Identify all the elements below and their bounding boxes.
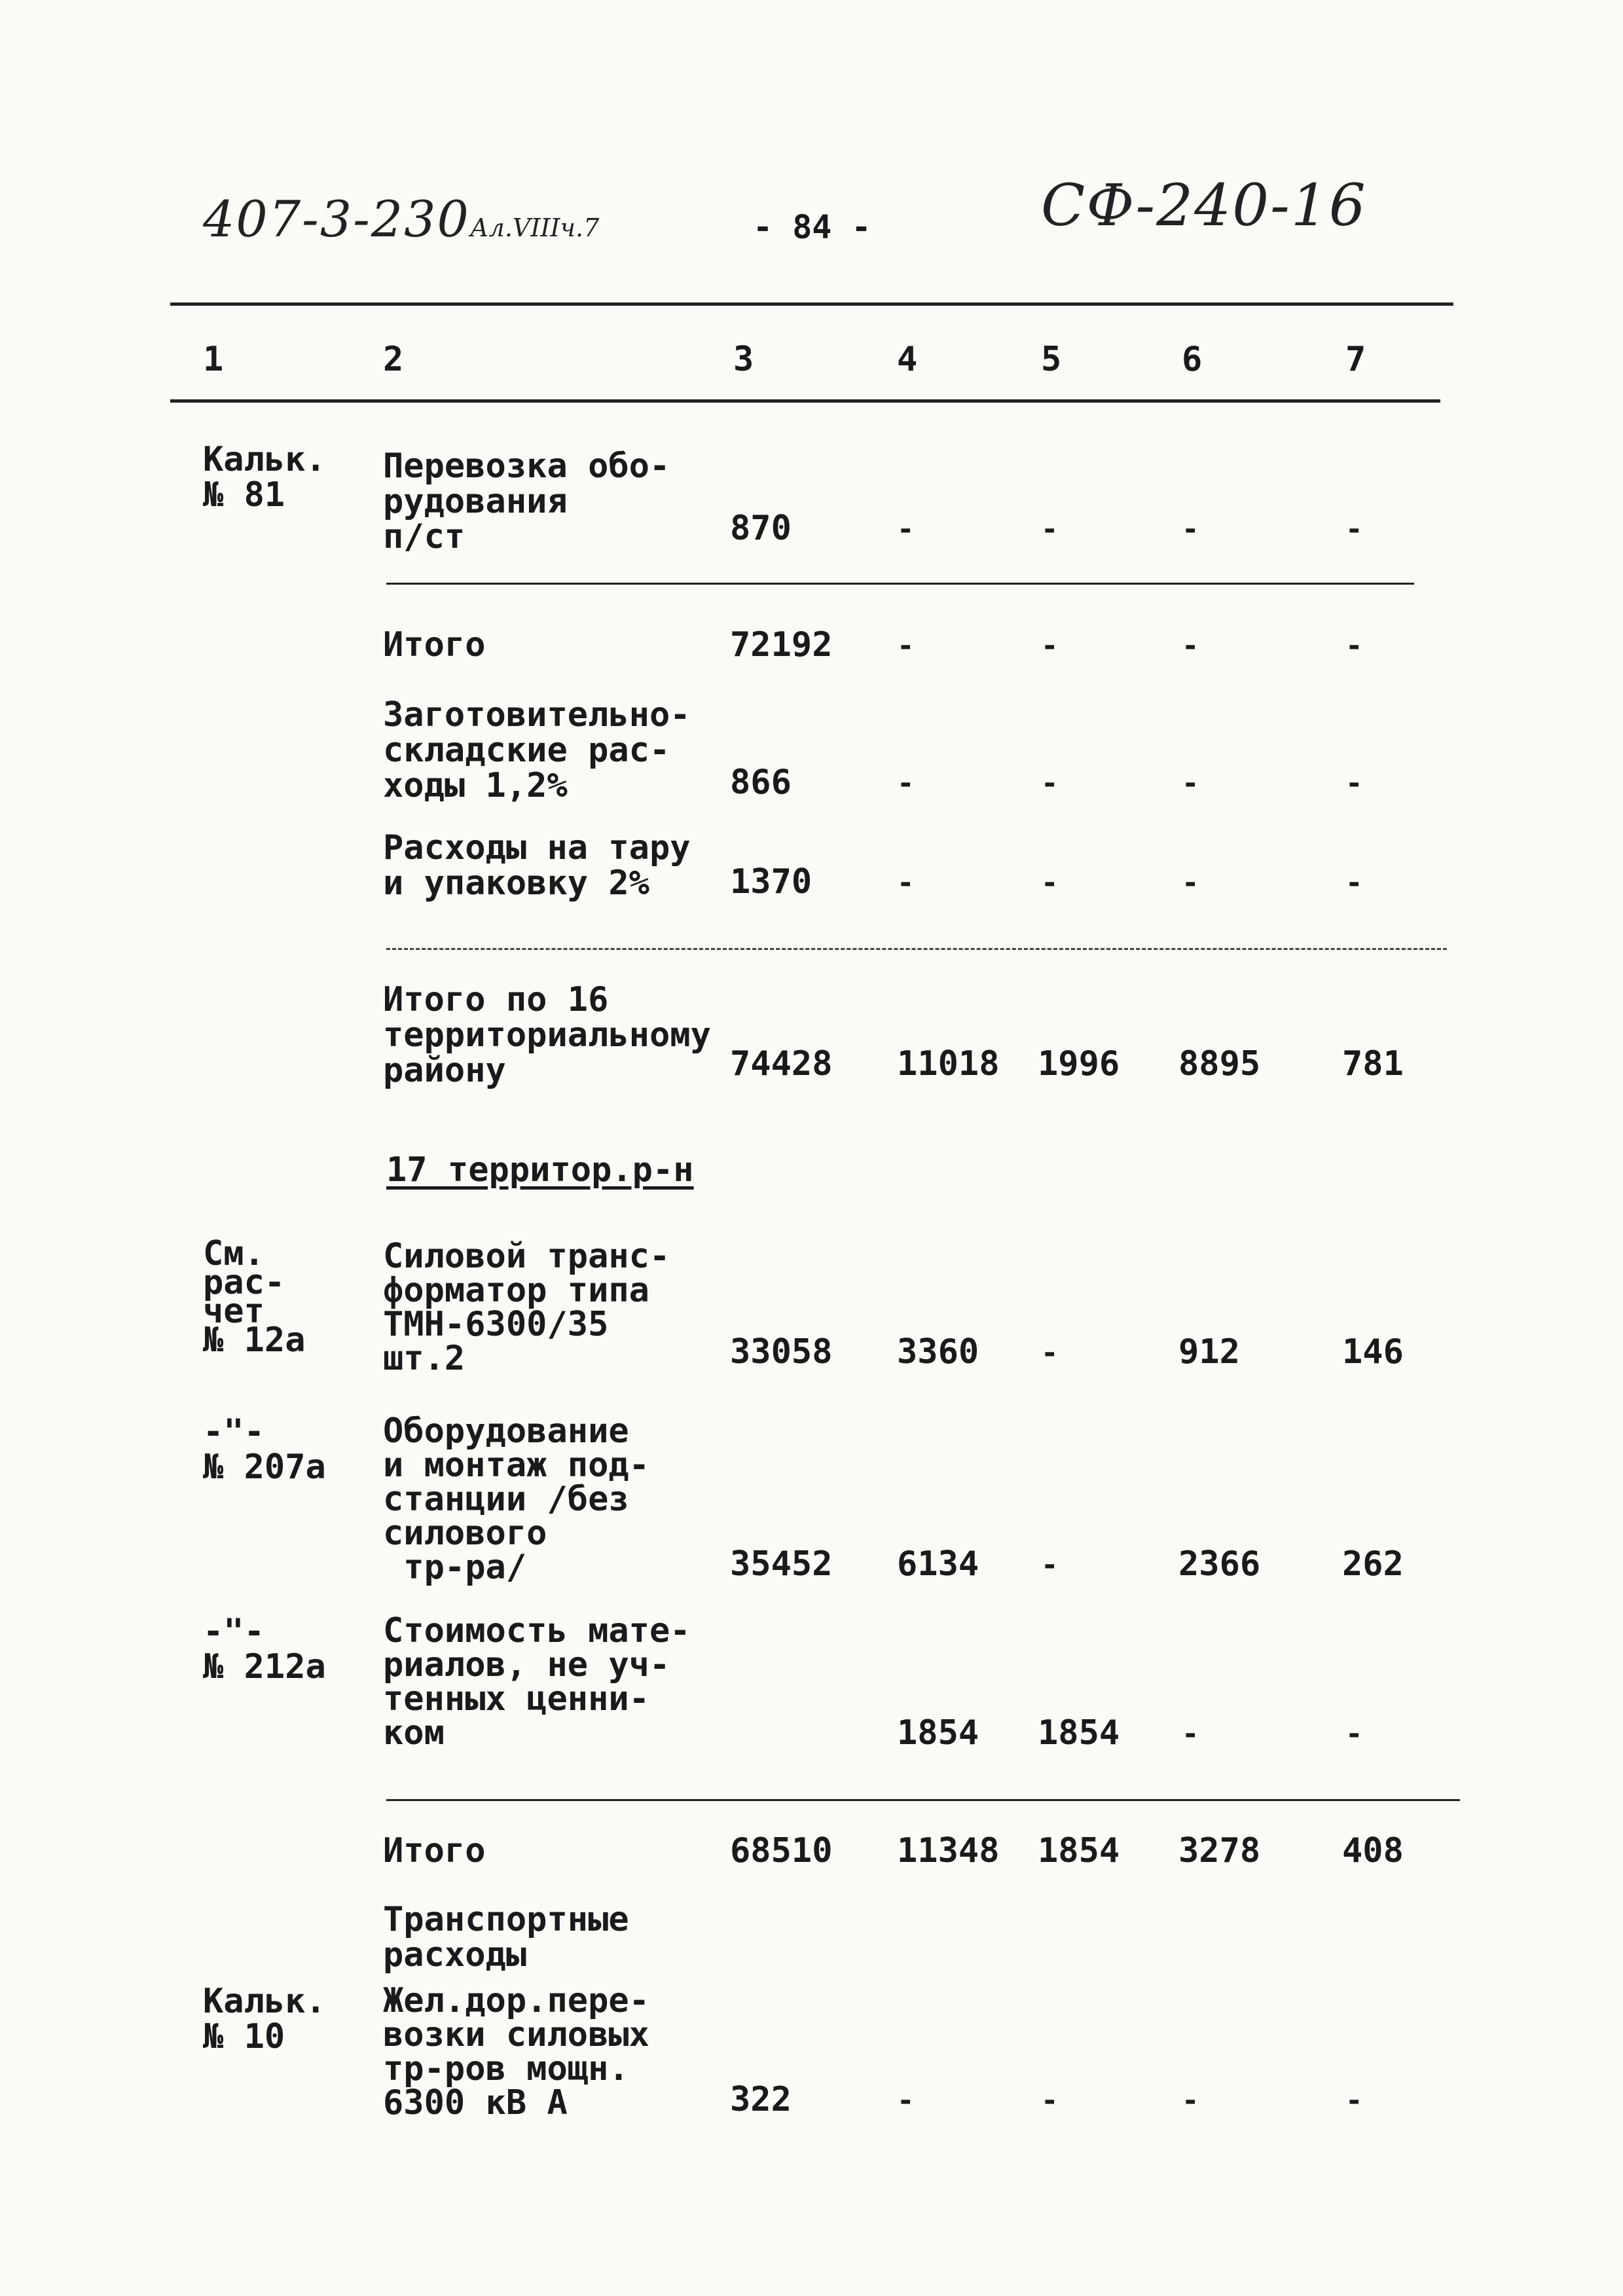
row1-ref: Кальк. № 81 xyxy=(203,440,326,515)
row9-c3: 68510 xyxy=(730,1831,833,1870)
row8-c6: - xyxy=(1182,1717,1199,1751)
row6-c6: 912 xyxy=(1178,1332,1240,1372)
row3-c4: - xyxy=(897,767,915,800)
col-header-3: 3 xyxy=(733,340,754,379)
row8-c7: - xyxy=(1345,1717,1363,1751)
row1-c4: - xyxy=(897,513,915,546)
row5-name: Итого по 16 территориальному району xyxy=(383,980,711,1090)
row4-c7: - xyxy=(1345,866,1363,900)
row4-c4: - xyxy=(897,866,915,900)
row3-c5: - xyxy=(1041,767,1059,800)
doc-suffix: Ал.VIIIч.7 xyxy=(469,213,600,242)
row10-name: Транспортные расходы xyxy=(383,1900,629,1975)
row7-c5: - xyxy=(1041,1548,1059,1582)
row2-c7: - xyxy=(1345,629,1363,663)
page-number: - 84 - xyxy=(753,208,871,246)
row11-c6: - xyxy=(1182,2084,1199,2117)
row11-c4: - xyxy=(897,2084,915,2117)
row2-c5: - xyxy=(1041,629,1059,663)
row9-c6: 3278 xyxy=(1178,1831,1261,1870)
col-header-6: 6 xyxy=(1182,340,1203,379)
row11-c5: - xyxy=(1041,2084,1059,2117)
row7-name: Оборудование и монтаж под- станции /без силового тр-ра/ xyxy=(383,1412,649,1587)
row6-ref: См. рас- чет № 12а xyxy=(203,1234,306,1360)
row5-c7: 781 xyxy=(1342,1044,1404,1084)
row1-c6: - xyxy=(1182,513,1199,546)
row8-c4: 1854 xyxy=(897,1713,979,1753)
row8-c5: 1854 xyxy=(1038,1713,1120,1753)
section-title: 17 территор.р-н xyxy=(386,1150,694,1190)
row7-c3: 35452 xyxy=(730,1544,833,1584)
row6-name: Силовой транс- форматор типа ТМН-6300/35 шт.2 xyxy=(383,1237,670,1378)
row6-c5: - xyxy=(1041,1336,1059,1370)
row5-c5: 1996 xyxy=(1038,1044,1120,1084)
row2-c6: - xyxy=(1182,629,1199,663)
row4-c3: 1370 xyxy=(730,862,812,902)
row4-c6: - xyxy=(1182,866,1199,900)
row6-c4: 3360 xyxy=(897,1332,979,1372)
row3-c7: - xyxy=(1345,767,1363,800)
row6-c7: 146 xyxy=(1342,1332,1404,1372)
col-header-2: 2 xyxy=(383,340,404,379)
row2-c3: 72192 xyxy=(730,625,833,665)
top-rule xyxy=(170,302,1453,306)
col-header-1: 1 xyxy=(203,340,224,379)
col-header-7: 7 xyxy=(1345,340,1366,379)
row5-c4: 11018 xyxy=(897,1044,1000,1084)
row2-c4: - xyxy=(897,629,915,663)
row1-rule xyxy=(386,583,1414,585)
row11-c7: - xyxy=(1345,2084,1363,2117)
row3-c6: - xyxy=(1182,767,1199,800)
row9-c4: 11348 xyxy=(897,1831,1000,1870)
row8-rule xyxy=(386,1799,1460,1801)
col-header-5: 5 xyxy=(1041,340,1062,379)
row9-name: Итого xyxy=(383,1831,486,1870)
row7-c4: 6134 xyxy=(897,1544,979,1584)
row7-ref: -"- № 207а xyxy=(203,1412,326,1487)
row1-c3: 870 xyxy=(730,509,792,548)
row11-ref: Кальк. № 10 xyxy=(203,1982,326,2056)
row1-c7: - xyxy=(1345,513,1363,546)
row11-c3: 322 xyxy=(730,2080,792,2119)
row9-c7: 408 xyxy=(1342,1831,1404,1870)
row8-name: Стоимость мате- риалов, не уч- тенных ценни- ком xyxy=(383,1611,691,1753)
doc-code: 407-3-230 xyxy=(203,190,470,248)
row5-c3: 74428 xyxy=(730,1044,833,1084)
row9-c5: 1854 xyxy=(1038,1831,1120,1870)
row4-name: Расходы на тару и упаковку 2% xyxy=(383,828,691,903)
row8-ref: -"- № 212а xyxy=(203,1612,326,1686)
row3-name: Заготовительно- складские рас- ходы 1,2% xyxy=(383,695,691,805)
row7-c6: 2366 xyxy=(1178,1544,1261,1584)
row5-c6: 8895 xyxy=(1178,1044,1261,1084)
row4-rule xyxy=(386,948,1447,950)
row4-c5: - xyxy=(1041,866,1059,900)
handwritten-doc-code xyxy=(203,190,599,248)
row6-c3: 33058 xyxy=(730,1332,833,1372)
row1-name: Перевозка обо- рудования п/ст xyxy=(383,446,670,556)
row2-name: Итого xyxy=(383,625,486,665)
header-rule xyxy=(170,399,1440,403)
row11-name: Жел.дор.пере- возки силовых тр-ров мощн. 6300 кВ А xyxy=(383,1981,649,2123)
row7-c7: 262 xyxy=(1342,1544,1404,1584)
col-header-4: 4 xyxy=(897,340,918,379)
row1-c5: - xyxy=(1041,513,1059,546)
handwritten-stamp: СФ-240-16 xyxy=(1041,172,1367,239)
row3-c3: 866 xyxy=(730,763,792,802)
